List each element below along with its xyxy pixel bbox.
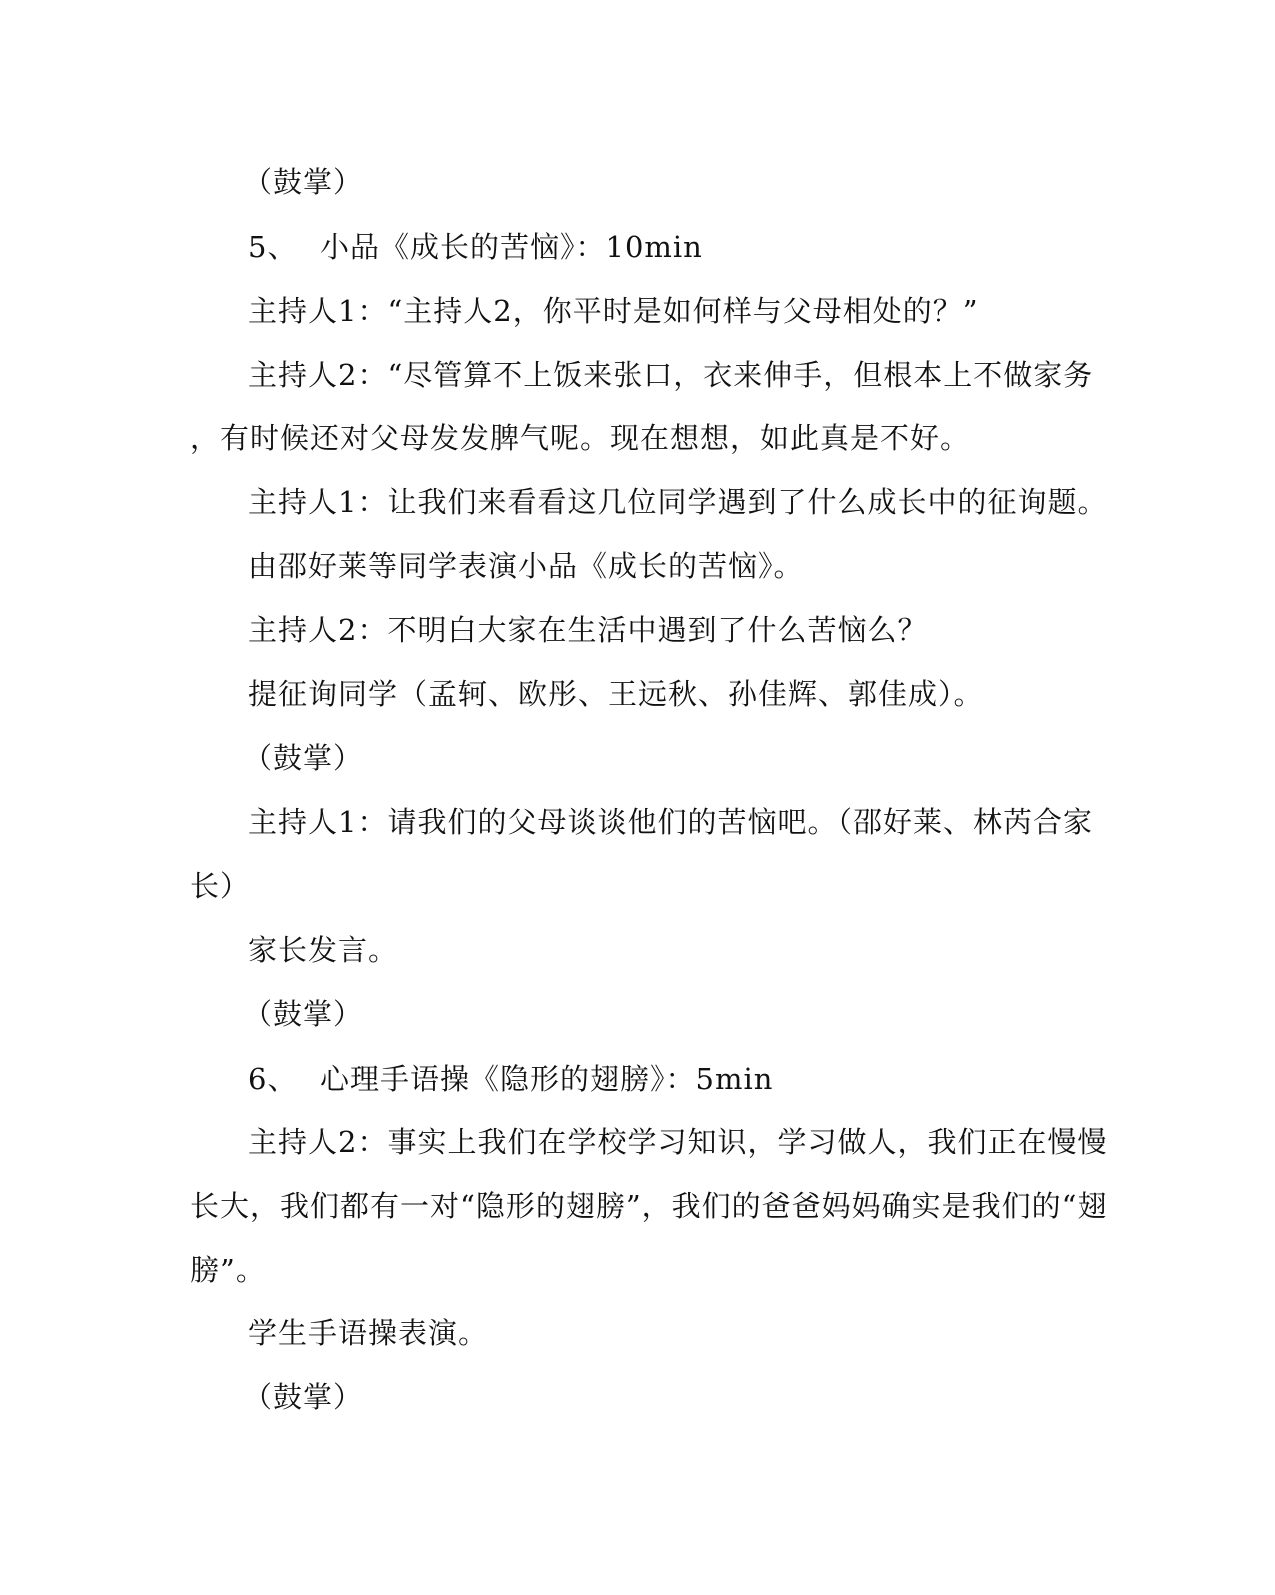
item-number: 5、 [248, 230, 298, 264]
applause-note-1: （鼓掌） [243, 165, 364, 199]
paragraph-line: 提征询同学（孟轲、欧彤、王远秋、孙佳辉、郭佳成）。 [248, 677, 984, 711]
paragraph-line: 主持人2：事实上我们在学校学习知识，学习做人，我们正在慢慢 [248, 1125, 1108, 1159]
item-number: 6、 [248, 1062, 298, 1096]
item-title: 心理手语操《隐形的翅膀》：5min [320, 1062, 774, 1096]
paragraph-line: 膀”。 [190, 1253, 266, 1287]
applause-note-2: （鼓掌） [243, 741, 364, 775]
paragraph-line: 主持人1：让我们来看看这几位同学遇到了什么成长中的征询题。 [248, 485, 1108, 519]
paragraph-line: 由邵好莱等同学表演小品《成长的苦恼》。 [248, 549, 804, 583]
paragraph-line: 主持人1：请我们的父母谈谈他们的苦恼吧。（邵好莱、林芮合家 [248, 805, 1093, 839]
paragraph-line: 主持人2：“尽管算不上饭来张口，衣来伸手，但根本上不做家务 [248, 358, 1094, 392]
paragraph-line: 家长发言。 [248, 933, 399, 967]
paragraph-line: 主持人1：“主持人2，你平时是如何样与父母相处的？” [248, 294, 979, 328]
item-6-heading [248, 1059, 1128, 1099]
paragraph-line: ，有时候还对父母发发脾气呢。现在想想，如此真是不好。 [190, 421, 971, 455]
item-5-heading [248, 227, 1128, 267]
applause-note-3: （鼓掌） [243, 997, 364, 1031]
paragraph-line: 长大，我们都有一对“隐形的翅膀”，我们的爸爸妈妈确实是我们的“翅 [190, 1189, 1108, 1223]
paragraph-line: 长） [190, 869, 251, 903]
paragraph-line: 学生手语操表演。 [248, 1316, 489, 1350]
item-title: 小品《成长的苦恼》：10min [320, 230, 703, 264]
applause-note-4: （鼓掌） [243, 1380, 364, 1414]
paragraph-line: 主持人2：不明白大家在生活中遇到了什么苦恼么？ [248, 613, 928, 647]
